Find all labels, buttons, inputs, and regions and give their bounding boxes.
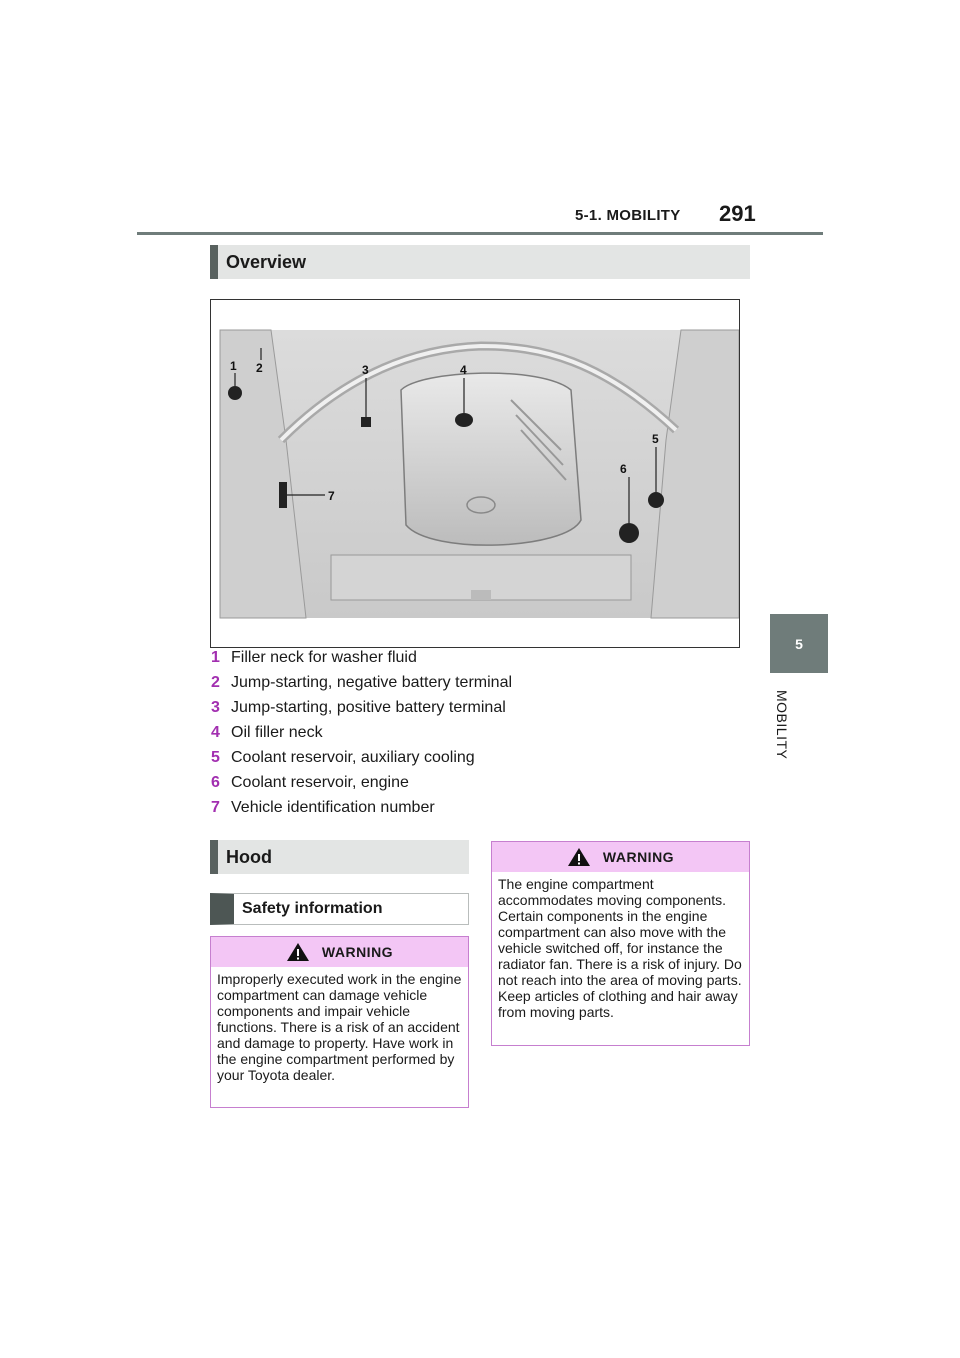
callout-7: 7: [328, 489, 335, 503]
legend-item: [211, 747, 475, 769]
warning-box-left: [210, 936, 469, 1108]
legend-number: 7: [211, 799, 220, 816]
page-number: 291: [719, 201, 756, 226]
overview-heading: [210, 245, 750, 279]
warning-header: [211, 937, 468, 967]
callout-6: 6: [620, 462, 627, 476]
engine-bay-illustration: [211, 300, 739, 647]
legend-text: Oil filler neck: [231, 724, 323, 741]
legend-item: [211, 772, 409, 794]
warning-triangle-icon: [286, 942, 310, 962]
legend-item: [211, 672, 512, 694]
legend-number: 3: [211, 699, 220, 716]
legend-number: 2: [211, 674, 220, 691]
hood-heading-text: Hood: [226, 846, 272, 867]
legend-number: 6: [211, 774, 220, 791]
hood-heading: [210, 840, 469, 874]
legend-item: [211, 722, 323, 744]
legend-text: Filler neck for washer fluid: [231, 649, 417, 666]
safety-info-heading-text: Safety information: [242, 900, 383, 917]
warning-label: WARNING: [602, 849, 675, 865]
warning-text: The engine compartment accommodates moving components. Certain components in the engine compartment can also move with the vehicle switched off, for instance the radiator fan. There is a risk of injury. Do not reach into the area of moving parts. Keep articles of clothing and hair away from moving parts.: [498, 876, 742, 1020]
legend-item: [211, 647, 417, 669]
callout-1: 1: [230, 359, 237, 373]
callout-4: 4: [460, 363, 467, 377]
legend-number: 1: [211, 649, 220, 666]
header-divider: [137, 232, 823, 235]
legend-text: Coolant reservoir, engine: [231, 774, 409, 791]
warning-label: WARNING: [321, 944, 394, 960]
engine-compartment-figure: [210, 299, 740, 648]
legend-text: Jump-starting, positive battery terminal: [231, 699, 506, 716]
safety-info-heading: [210, 893, 469, 925]
chapter-number: 5: [795, 635, 803, 652]
legend-text: Vehicle identification number: [231, 799, 435, 816]
warning-text: Improperly executed work in the engine compartment can damage vehicle components and impair vehicle functions. There is a risk of an accident and damage to property. Have work in the engine compartment performed by your Toyota dealer.: [217, 971, 462, 1083]
callout-2: 2: [256, 361, 263, 375]
warning-box-right: [491, 841, 750, 1046]
legend-text: Coolant reservoir, auxiliary cooling: [231, 749, 475, 766]
warning-header: [492, 842, 749, 872]
section-title: 5-1. MOBILITY: [575, 207, 681, 224]
callout-5: 5: [652, 432, 659, 446]
legend-text: Jump-starting, negative battery terminal: [231, 674, 513, 691]
legend-item: [211, 697, 506, 719]
chapter-label: MOBILITY: [774, 690, 790, 760]
legend-number: 4: [211, 724, 220, 741]
overview-heading-text: Overview: [226, 251, 307, 272]
warning-triangle-icon: [567, 847, 591, 867]
legend-item: [211, 797, 435, 819]
callout-3: 3: [362, 363, 369, 377]
chapter-tab: [770, 614, 828, 673]
legend-number: 5: [211, 749, 220, 766]
